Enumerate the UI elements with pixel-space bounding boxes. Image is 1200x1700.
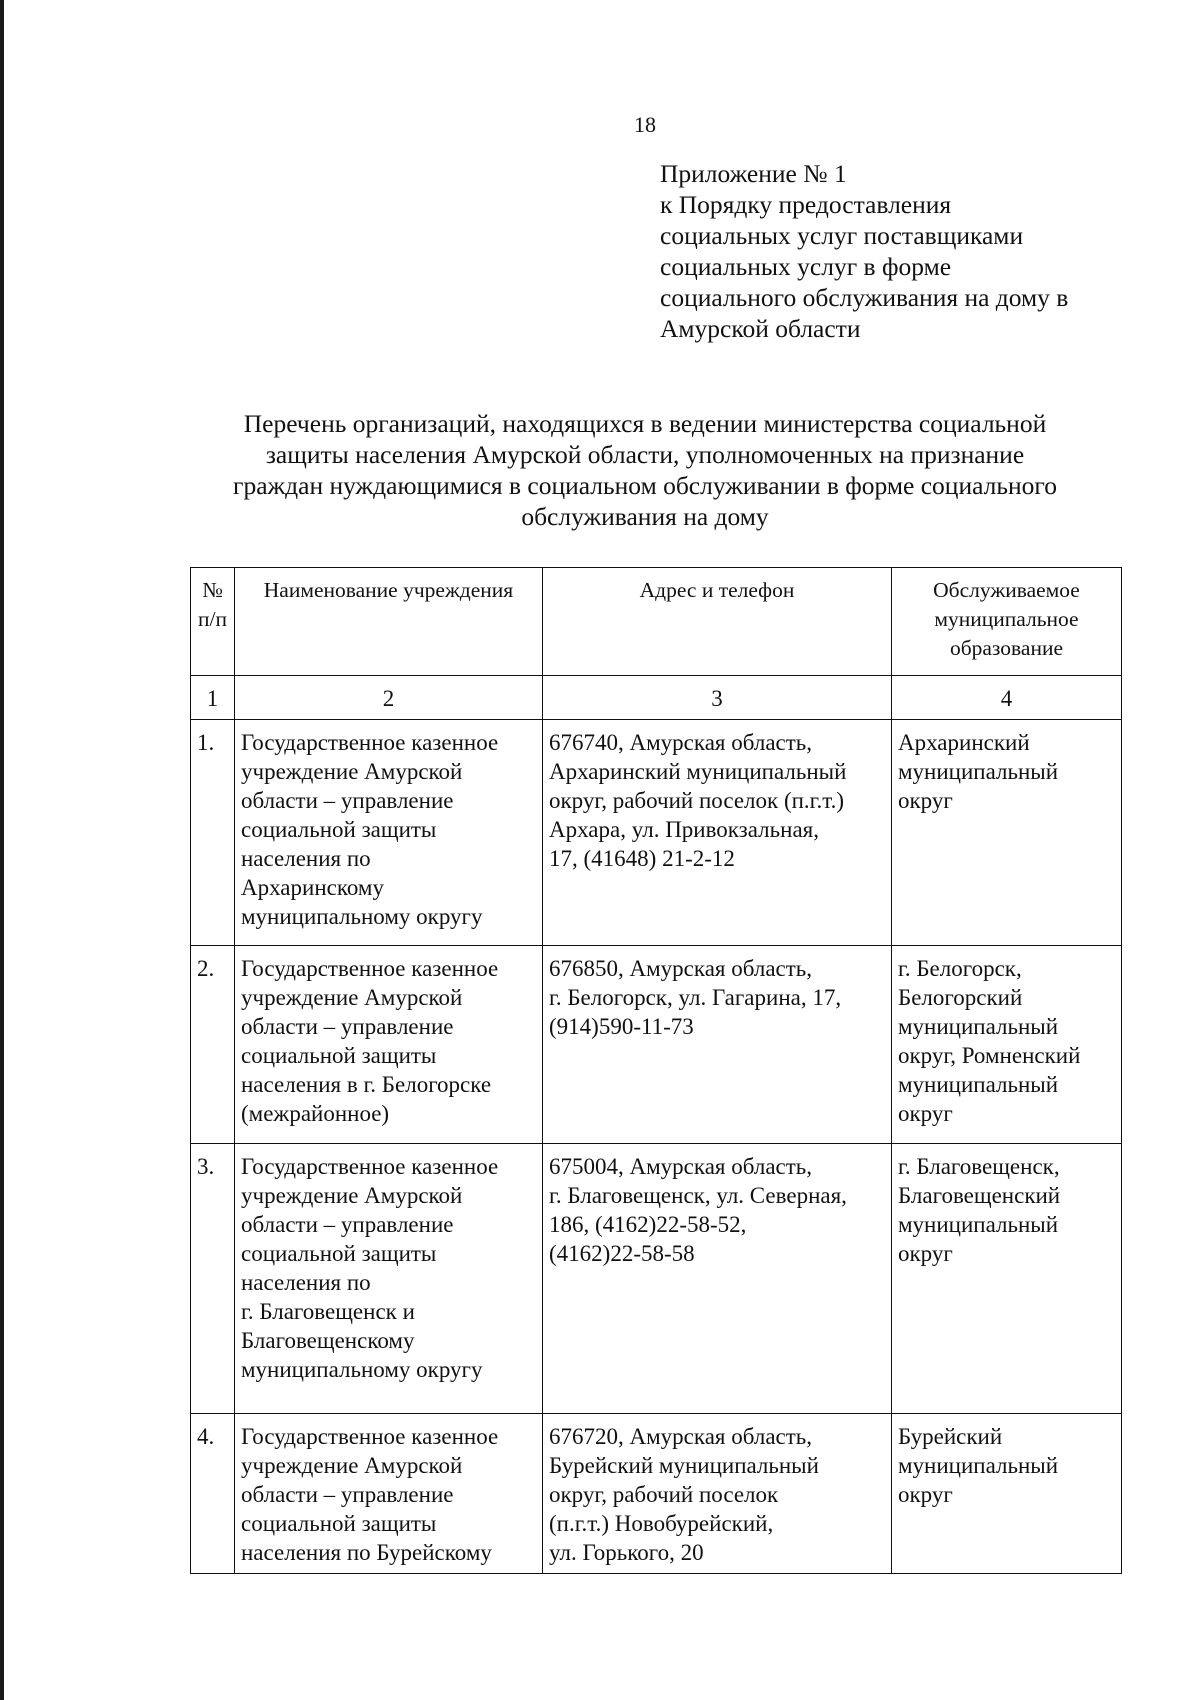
title-line: обслуживания на дому: [521, 502, 769, 531]
header-address: [543, 568, 892, 676]
address-phone: [543, 720, 892, 946]
text-line: учреждение Амурской: [241, 759, 463, 784]
text-line: г. Белогорск, ул. Гагарина, 17,: [549, 985, 842, 1010]
institution-name: [235, 1414, 543, 1574]
text-line: г. Благовещенск и: [241, 1299, 415, 1324]
text-line: области – управление: [241, 1212, 454, 1237]
text-line: Бурейский муниципальный: [549, 1453, 819, 1478]
organizations-table: [190, 567, 1122, 1574]
table-row: [191, 1144, 1122, 1414]
text-line: Бурейский: [898, 1424, 1003, 1449]
text-line: (914)590-11-73: [549, 1014, 694, 1039]
page-number: 18: [634, 112, 656, 137]
header-name: [235, 568, 543, 676]
appendix-note: [660, 158, 1130, 344]
text-line: учреждение Амурской: [241, 985, 463, 1010]
column-number: 2: [235, 676, 543, 720]
text-line: 186, (4162)22-58-52,: [549, 1212, 747, 1237]
municipality: [892, 946, 1122, 1144]
text-line: (межрайонное): [241, 1101, 390, 1126]
header-address-line: Адрес и телефон: [639, 578, 795, 602]
text-line: (4162)22-58-58: [549, 1241, 695, 1266]
table-row: [191, 946, 1122, 1144]
text-line: муниципальному округу: [241, 904, 483, 929]
address-phone: [543, 1414, 892, 1574]
text-line: ул. Горького, 20: [549, 1540, 704, 1565]
appendix-line: социальных услуг поставщиками: [660, 221, 1024, 250]
text-line: г. Благовещенск, ул. Северная,: [549, 1183, 847, 1208]
text-line: населения по: [241, 846, 371, 871]
text-line: Архара, ул. Привокзальная,: [549, 817, 819, 842]
text-line: учреждение Амурской: [241, 1183, 463, 1208]
text-line: учреждение Амурской: [241, 1453, 463, 1478]
text-line: 676740, Амурская область,: [549, 730, 813, 755]
institution-name: [235, 720, 543, 946]
header-municipality-line: Обслуживаемое: [933, 578, 1080, 602]
header-num: [191, 568, 235, 676]
document-title: [140, 408, 1150, 532]
column-number: 4: [892, 676, 1122, 720]
appendix-line: социальных услуг в форме: [660, 252, 952, 281]
text-line: области – управление: [241, 1014, 454, 1039]
text-line: г. Благовещенск,: [898, 1154, 1060, 1179]
title-line: Перечень организаций, находящихся в ведении министерства социальной: [243, 409, 1047, 438]
header-num-line: п/п: [198, 607, 227, 631]
appendix-line: к Порядку предоставления: [660, 190, 952, 219]
header-municipality-line: образование: [949, 636, 1064, 660]
text-line: социальной защиты: [241, 1043, 437, 1068]
municipality: [892, 1144, 1122, 1414]
text-line: Архаринскому: [241, 875, 384, 900]
text-line: 676720, Амурская область,: [549, 1424, 813, 1449]
text-line: округ: [898, 1241, 953, 1266]
text-line: Благовещенскому: [241, 1328, 415, 1353]
text-line: Государственное казенное: [241, 956, 499, 981]
address-phone: [543, 1144, 892, 1414]
text-line: Государственное казенное: [241, 1154, 499, 1179]
text-line: муниципальный: [898, 759, 1059, 784]
municipality: [892, 1414, 1122, 1574]
text-line: населения по Бурейскому: [241, 1540, 492, 1565]
table-header-row: [191, 568, 1122, 676]
text-line: 676850, Амурская область,: [549, 956, 813, 981]
address-phone: [543, 946, 892, 1144]
header-municipality: [892, 568, 1122, 676]
text-line: Архаринский: [898, 730, 1030, 755]
header-name-line: Наименование учреждения: [263, 578, 514, 602]
text-line: области – управление: [241, 1482, 454, 1507]
scan-edge-shadow: [0, 0, 4, 1700]
title-line: защиты населения Амурской области, уполномоченных на признание: [265, 440, 1025, 469]
text-line: Белогорский: [898, 985, 1023, 1010]
text-line: г. Белогорск,: [898, 956, 1022, 981]
text-line: населения по: [241, 1270, 371, 1295]
text-line: Государственное казенное: [241, 1424, 499, 1449]
text-line: социальной защиты: [241, 1241, 437, 1266]
text-line: социальной защиты: [241, 1511, 437, 1536]
row-number: 2.: [191, 946, 235, 1144]
appendix-line: социального обслуживания на дому в: [660, 283, 1069, 312]
text-line: социальной защиты: [241, 817, 437, 842]
institution-name: [235, 946, 543, 1144]
text-line: Государственное казенное: [241, 730, 499, 755]
text-line: округ: [898, 1482, 953, 1507]
row-number: 4.: [191, 1414, 235, 1574]
text-line: 17, (41648) 21-2-12: [549, 846, 735, 871]
appendix-line: Амурской области: [660, 314, 861, 343]
text-line: округ: [898, 1101, 953, 1126]
text-line: округ, Ромненский: [898, 1043, 1081, 1068]
row-number: 1.: [191, 720, 235, 946]
text-line: Архаринский муниципальный: [549, 759, 847, 784]
row-number: 3.: [191, 1144, 235, 1414]
table-row: [191, 720, 1122, 946]
institution-name: [235, 1144, 543, 1414]
header-municipality-line: муниципальное: [934, 607, 1079, 631]
text-line: муниципальный: [898, 1014, 1059, 1039]
municipality: [892, 720, 1122, 946]
text-line: муниципальный: [898, 1453, 1059, 1478]
text-line: (п.г.т.) Новобурейский,: [549, 1511, 774, 1536]
text-line: округ, рабочий поселок (п.г.т.): [549, 788, 844, 813]
text-line: муниципальному округу: [241, 1357, 483, 1382]
text-line: округ, рабочий поселок: [549, 1482, 779, 1507]
text-line: населения в г. Белогорске: [241, 1072, 492, 1097]
text-line: муниципальный: [898, 1212, 1059, 1237]
header-num-line: №: [202, 578, 223, 602]
text-line: области – управление: [241, 788, 454, 813]
text-line: округ: [898, 788, 953, 813]
text-line: Благовещенский: [898, 1183, 1061, 1208]
text-line: 675004, Амурская область,: [549, 1154, 813, 1179]
column-number: 3: [543, 676, 892, 720]
column-number-row: [191, 676, 1122, 720]
table-row: [191, 1414, 1122, 1574]
title-line: граждан нуждающимися в социальном обслуживании в форме социального: [233, 471, 1057, 500]
text-line: муниципальный: [898, 1072, 1059, 1097]
column-number: 1: [191, 676, 235, 720]
appendix-line: Приложение № 1: [660, 159, 847, 188]
